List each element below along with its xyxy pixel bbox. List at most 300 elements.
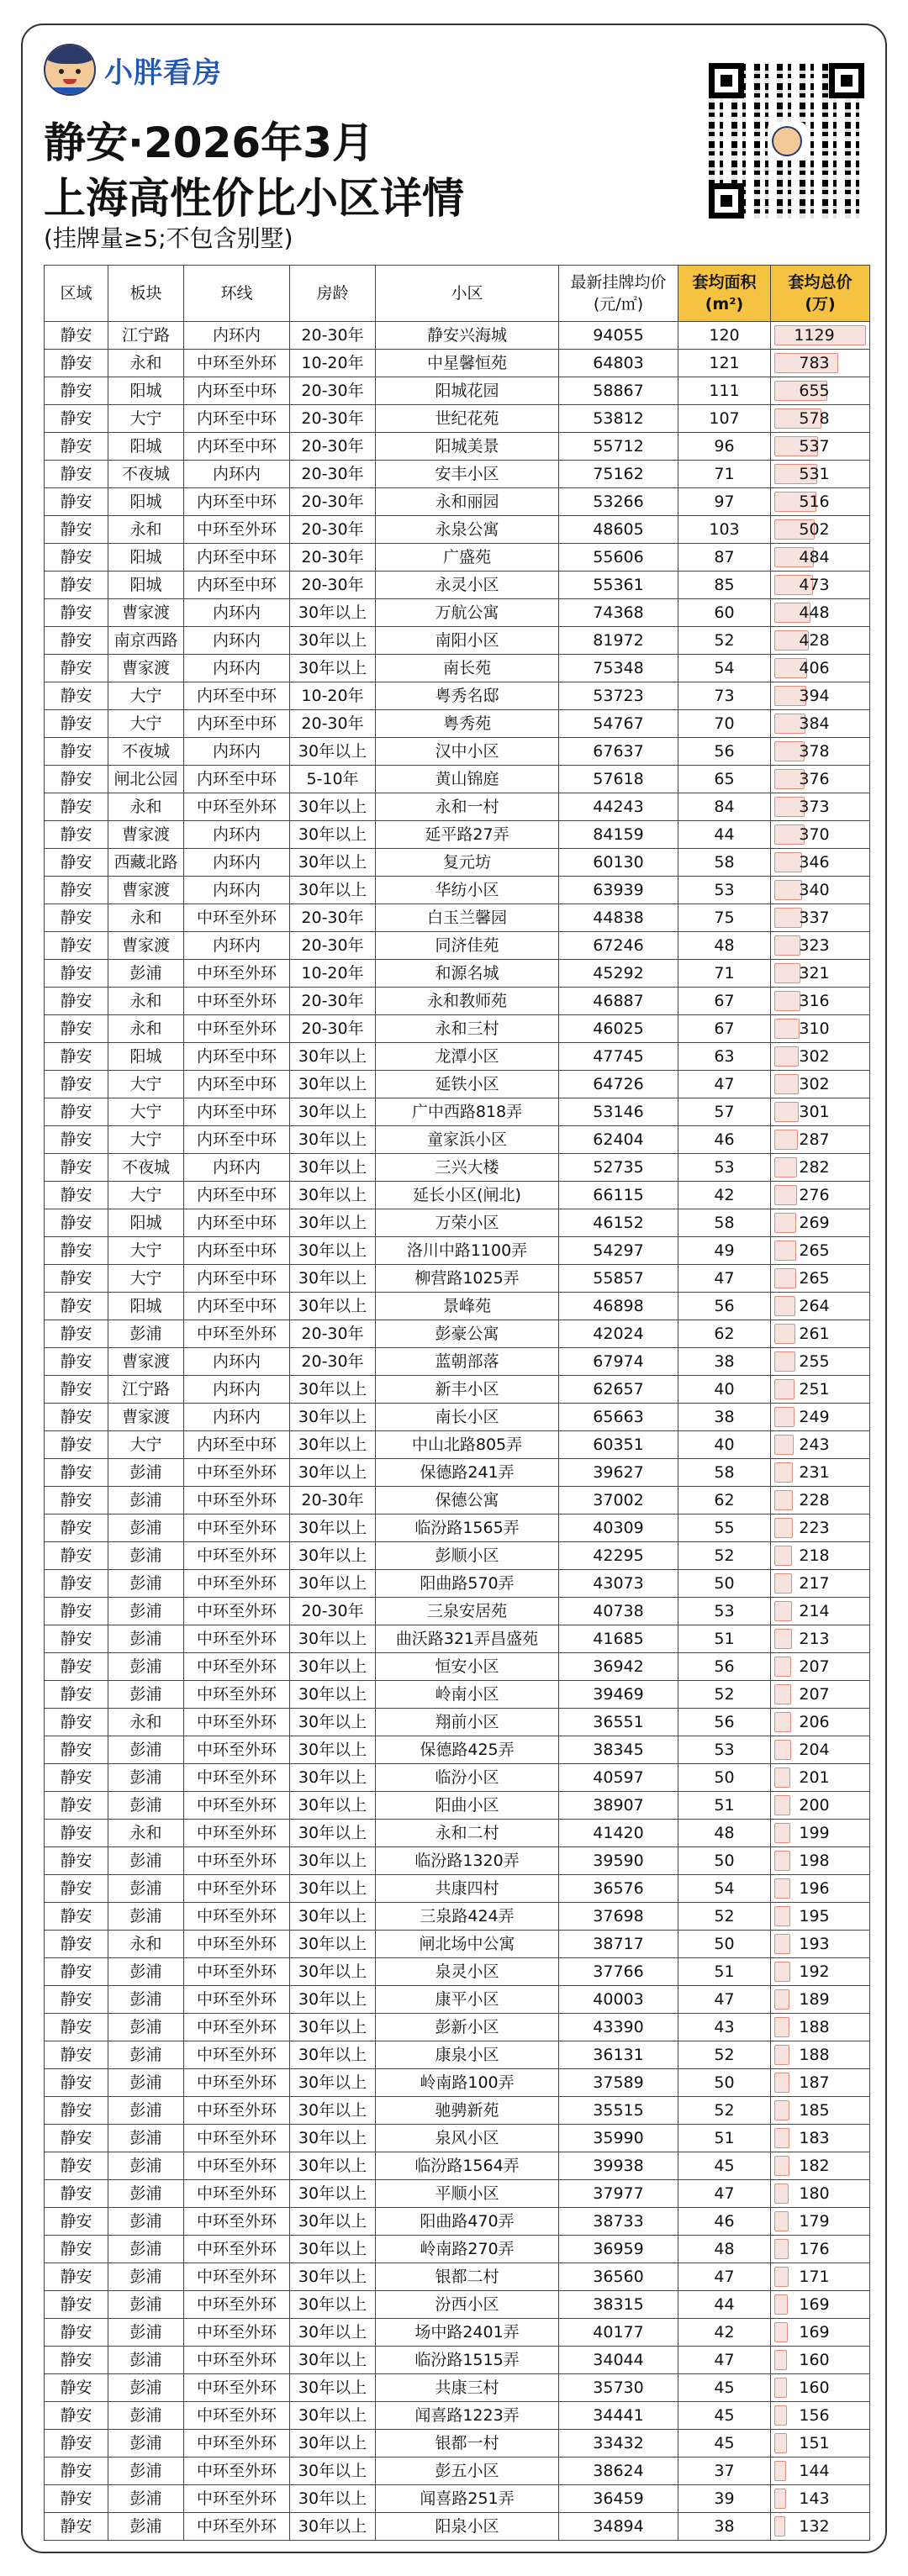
cell-area: 静安 [45, 2014, 108, 2041]
cell-avg-price: 47745 [559, 1043, 678, 1071]
cell-block: 彭浦 [108, 2374, 184, 2402]
total-price-bar [774, 1102, 799, 1122]
cell-avg-total [771, 1126, 870, 1154]
cell-block: 彭浦 [108, 1320, 184, 1348]
cell-avg-total [771, 1293, 870, 1320]
cell-avg-price: 75348 [559, 655, 678, 682]
cell-ring: 内环内 [184, 1404, 290, 1431]
total-price-value: 207 [799, 1657, 830, 1676]
cell-avg-area: 52 [678, 1542, 771, 1570]
cell-community: 南长小区 [376, 1404, 559, 1431]
cell-area: 静安 [45, 1293, 108, 1320]
total-price-value: 223 [799, 1519, 830, 1537]
total-price-value: 196 [799, 1879, 830, 1898]
cell-area: 静安 [45, 2457, 108, 2485]
cell-avg-price: 40738 [559, 1598, 678, 1625]
cell-avg-price: 64726 [559, 1071, 678, 1098]
table-row [45, 1709, 870, 1736]
total-price-bar [774, 2433, 787, 2453]
cell-area: 静安 [45, 932, 108, 960]
cell-community: 岭南路100弄 [376, 2069, 559, 2097]
cell-community: 延平路27弄 [376, 821, 559, 849]
cell-avg-total [771, 2069, 870, 2097]
cell-block: 江宁路 [108, 322, 184, 350]
cell-ring: 内环至中环 [184, 377, 290, 405]
cell-avg-area: 87 [678, 544, 771, 572]
cell-ring: 内环至中环 [184, 1265, 290, 1293]
cell-ring: 内环至中环 [184, 1182, 290, 1209]
cell-area: 静安 [45, 1931, 108, 1958]
table-row [45, 377, 870, 405]
cell-avg-area: 38 [678, 2513, 771, 2541]
cell-avg-price: 37698 [559, 1903, 678, 1931]
cell-avg-area: 50 [678, 1847, 771, 1875]
cell-ring: 内环至中环 [184, 1431, 290, 1459]
cell-avg-total [771, 2014, 870, 2041]
cell-ring: 中环至外环 [184, 793, 290, 821]
total-price-bar [774, 2184, 789, 2204]
total-price-bar [774, 1823, 790, 1843]
cell-avg-price: 36551 [559, 1709, 678, 1736]
cell-avg-total [771, 932, 870, 960]
cell-ring: 中环至外环 [184, 2152, 290, 2180]
total-price-bar [774, 1934, 790, 1954]
cell-avg-area: 54 [678, 1875, 771, 1903]
cell-community: 三泉安居苑 [376, 1598, 559, 1625]
cell-avg-total [771, 766, 870, 793]
cell-community: 临汾路1565弄 [376, 1515, 559, 1542]
cell-area: 静安 [45, 1709, 108, 1736]
cell-ring: 中环至外环 [184, 2513, 290, 2541]
cell-avg-area: 42 [678, 2319, 771, 2347]
total-price-bar [774, 1074, 799, 1094]
cell-avg-price: 36959 [559, 2236, 678, 2263]
cell-ring: 中环至外环 [184, 2097, 290, 2125]
cell-community: 保德公寓 [376, 1487, 559, 1515]
table-row [45, 2041, 870, 2069]
cell-avg-area: 120 [678, 322, 771, 350]
cell-avg-total [771, 1598, 870, 1625]
cell-block: 永和 [108, 1931, 184, 1958]
cell-avg-total [771, 1681, 870, 1709]
total-price-bar [774, 1629, 792, 1649]
cell-community: 闻喜路1223弄 [376, 2402, 559, 2430]
table-row [45, 1320, 870, 1348]
total-price-bar [774, 1795, 790, 1815]
cell-area: 静安 [45, 350, 108, 377]
table-row [45, 988, 870, 1015]
cell-community: 泉灵小区 [376, 1958, 559, 1986]
total-price-bar [774, 1601, 792, 1621]
cell-avg-price: 53266 [559, 488, 678, 516]
cell-area: 静安 [45, 1820, 108, 1847]
cell-avg-area: 67 [678, 1015, 771, 1043]
cell-age: 20-30年 [290, 544, 376, 572]
cell-age: 20-30年 [290, 1487, 376, 1515]
total-price-bar [774, 1878, 790, 1899]
cell-block: 大宁 [108, 1431, 184, 1459]
cell-avg-price: 84159 [559, 821, 678, 849]
cell-age: 30年以上 [290, 1736, 376, 1764]
cell-community: 汾西小区 [376, 2291, 559, 2319]
cell-ring: 中环至外环 [184, 1820, 290, 1847]
total-price-bar [774, 1324, 795, 1344]
header-avg-area: 套均面积 (m²) [678, 266, 771, 322]
total-price-value: 207 [799, 1685, 830, 1704]
total-price-value: 406 [799, 659, 830, 677]
cell-avg-total [771, 2208, 870, 2236]
table-row [45, 2291, 870, 2319]
cell-avg-price: 38345 [559, 1736, 678, 1764]
total-price-value: 282 [799, 1158, 830, 1177]
cell-block: 彭浦 [108, 2041, 184, 2069]
cell-area: 静安 [45, 1598, 108, 1625]
cell-age: 30年以上 [290, 1209, 376, 1237]
cell-area: 静安 [45, 2430, 108, 2457]
total-price-value: 217 [799, 1574, 830, 1593]
cell-community: 万荣小区 [376, 1209, 559, 1237]
cell-community: 临汾路1564弄 [376, 2152, 559, 2180]
cell-age: 20-30年 [290, 1598, 376, 1625]
cell-age: 20-30年 [290, 1348, 376, 1376]
total-price-value: 199 [799, 1824, 830, 1842]
cell-ring: 内环至中环 [184, 1237, 290, 1265]
cell-area: 静安 [45, 1736, 108, 1764]
cell-block: 彭浦 [108, 1764, 184, 1792]
cell-avg-price: 60351 [559, 1431, 678, 1459]
cell-age: 20-30年 [290, 433, 376, 461]
cell-age: 20-30年 [290, 488, 376, 516]
cell-area: 静安 [45, 2069, 108, 2097]
table-row [45, 1015, 870, 1043]
cell-community: 保德路241弄 [376, 1459, 559, 1487]
cell-block: 彭浦 [108, 1736, 184, 1764]
cell-area: 静安 [45, 627, 108, 655]
total-price-value: 516 [799, 493, 830, 511]
table-row [45, 1903, 870, 1931]
total-price-value: 484 [799, 548, 830, 566]
cell-avg-area: 58 [678, 1459, 771, 1487]
table-row [45, 1681, 870, 1709]
cell-block: 永和 [108, 350, 184, 377]
cell-age: 5-10年 [290, 766, 376, 793]
cell-block: 彭浦 [108, 1847, 184, 1875]
cell-avg-price: 75162 [559, 461, 678, 488]
cell-block: 永和 [108, 1015, 184, 1043]
cell-age: 30年以上 [290, 2180, 376, 2208]
table-row [45, 1875, 870, 1903]
total-price-value: 373 [799, 798, 830, 816]
cell-age: 10-20年 [290, 350, 376, 377]
cell-area: 静安 [45, 793, 108, 821]
table-row [45, 2402, 870, 2430]
cell-avg-price: 38907 [559, 1792, 678, 1820]
total-price-bar [774, 2073, 789, 2093]
cell-block: 彭浦 [108, 2097, 184, 2125]
cell-block: 永和 [108, 1709, 184, 1736]
cell-block: 彭浦 [108, 1875, 184, 1903]
cell-area: 静安 [45, 1764, 108, 1792]
cell-age: 30年以上 [290, 2041, 376, 2069]
cell-avg-area: 75 [678, 904, 771, 932]
cell-avg-total [771, 627, 870, 655]
cell-avg-price: 62404 [559, 1126, 678, 1154]
cell-avg-area: 45 [678, 2430, 771, 2457]
cell-age: 30年以上 [290, 627, 376, 655]
cell-avg-price: 40177 [559, 2319, 678, 2347]
cell-avg-area: 53 [678, 877, 771, 904]
cell-block: 彭浦 [108, 2125, 184, 2152]
cell-avg-total [771, 2152, 870, 2180]
cell-avg-price: 65663 [559, 1404, 678, 1431]
cell-area: 静安 [45, 1903, 108, 1931]
cell-area: 静安 [45, 960, 108, 988]
cell-community: 临汾路1320弄 [376, 1847, 559, 1875]
cell-ring: 内环内 [184, 599, 290, 627]
cell-area: 静安 [45, 655, 108, 682]
table-row [45, 2097, 870, 2125]
table-row [45, 904, 870, 932]
cell-area: 静安 [45, 904, 108, 932]
total-price-value: 189 [799, 1990, 830, 2009]
cell-area: 静安 [45, 405, 108, 433]
cell-avg-area: 103 [678, 516, 771, 544]
cell-avg-total [771, 516, 870, 544]
total-price-value: 195 [799, 1907, 830, 1925]
cell-community: 粤秀名邸 [376, 682, 559, 710]
header-age: 房龄 [290, 266, 376, 322]
cell-avg-price: 39469 [559, 1681, 678, 1709]
total-price-bar [774, 2045, 789, 2065]
cell-community: 新丰小区 [376, 1376, 559, 1404]
cell-block: 永和 [108, 1820, 184, 1847]
total-price-bar [774, 1490, 793, 1510]
total-price-value: 228 [799, 1491, 830, 1509]
cell-ring: 内环至中环 [184, 405, 290, 433]
cell-community: 阳城花园 [376, 377, 559, 405]
cell-ring: 中环至外环 [184, 2041, 290, 2069]
cell-avg-total [771, 1847, 870, 1875]
table-row [45, 1126, 870, 1154]
cell-age: 20-30年 [290, 322, 376, 350]
total-price-bar [774, 2378, 787, 2398]
cell-ring: 中环至外环 [184, 1681, 290, 1709]
cell-avg-price: 44243 [559, 793, 678, 821]
cell-avg-area: 73 [678, 682, 771, 710]
cell-avg-area: 49 [678, 1237, 771, 1265]
cell-avg-total [771, 2319, 870, 2347]
cell-avg-area: 51 [678, 1625, 771, 1653]
cell-avg-price: 33432 [559, 2430, 678, 2457]
cell-area: 静安 [45, 1237, 108, 1265]
cell-block: 不夜城 [108, 738, 184, 766]
cell-ring: 中环至外环 [184, 1570, 290, 1598]
table-row [45, 2263, 870, 2291]
total-price-value: 265 [799, 1241, 830, 1260]
total-price-value: 578 [799, 409, 830, 428]
cell-block: 大宁 [108, 1237, 184, 1265]
total-price-value: 176 [799, 2240, 830, 2258]
cell-avg-total [771, 2180, 870, 2208]
table-row [45, 2236, 870, 2263]
total-price-bar [774, 1268, 796, 1288]
cell-avg-area: 43 [678, 2014, 771, 2041]
table-row [45, 1764, 870, 1792]
total-price-bar [774, 1740, 791, 1760]
cell-community: 岭南路270弄 [376, 2236, 559, 2263]
cell-age: 30年以上 [290, 738, 376, 766]
cell-community: 场中路2401弄 [376, 2319, 559, 2347]
cell-age: 30年以上 [290, 1931, 376, 1958]
cell-community: 临汾路1515弄 [376, 2347, 559, 2374]
cell-area: 静安 [45, 2236, 108, 2263]
cell-avg-area: 48 [678, 932, 771, 960]
cell-ring: 内环至中环 [184, 433, 290, 461]
total-price-bar [774, 2267, 789, 2287]
cell-avg-area: 63 [678, 1043, 771, 1071]
cell-avg-price: 55361 [559, 572, 678, 599]
cell-community: 南阳小区 [376, 627, 559, 655]
total-price-value: 302 [799, 1047, 830, 1066]
cell-ring: 中环至外环 [184, 2236, 290, 2263]
cell-community: 临汾小区 [376, 1764, 559, 1792]
cell-ring: 内环至中环 [184, 682, 290, 710]
cell-ring: 内环至中环 [184, 572, 290, 599]
cell-area: 静安 [45, 1515, 108, 1542]
total-price-value: 182 [799, 2157, 830, 2175]
cell-avg-total [771, 1875, 870, 1903]
cell-ring: 中环至外环 [184, 2208, 290, 2236]
cell-avg-total [771, 2236, 870, 2263]
cell-avg-total [771, 1404, 870, 1431]
cell-avg-area: 107 [678, 405, 771, 433]
header-avg-price: 最新挂牌均价 (元/㎡) [559, 266, 678, 322]
cell-area: 静安 [45, 1098, 108, 1126]
cell-community: 曲沃路321弄昌盛苑 [376, 1625, 559, 1653]
table-row [45, 2513, 870, 2541]
cell-area: 静安 [45, 2485, 108, 2513]
cell-area: 静安 [45, 322, 108, 350]
cell-avg-area: 38 [678, 1348, 771, 1376]
cell-block: 不夜城 [108, 1154, 184, 1182]
cell-avg-price: 40597 [559, 1764, 678, 1792]
total-price-value: 143 [799, 2489, 830, 2508]
cell-block: 彭浦 [108, 1515, 184, 1542]
cell-avg-area: 56 [678, 1293, 771, 1320]
cell-avg-price: 36459 [559, 2485, 678, 2513]
cell-community: 康泉小区 [376, 2041, 559, 2069]
cell-age: 20-30年 [290, 377, 376, 405]
total-price-bar [774, 1435, 794, 1455]
cell-age: 30年以上 [290, 1182, 376, 1209]
cell-ring: 内环至中环 [184, 710, 290, 738]
cell-avg-total [771, 1792, 870, 1820]
cell-block: 西藏北路 [108, 849, 184, 877]
table-row [45, 2374, 870, 2402]
cell-community: 闻喜路251弄 [376, 2485, 559, 2513]
cell-area: 静安 [45, 2347, 108, 2374]
cell-age: 30年以上 [290, 1986, 376, 2014]
cell-age: 30年以上 [290, 2430, 376, 2457]
cell-avg-total [771, 405, 870, 433]
cell-age: 30年以上 [290, 1875, 376, 1903]
cell-ring: 内环至中环 [184, 766, 290, 793]
cell-age: 30年以上 [290, 2457, 376, 2485]
cell-avg-total [771, 682, 870, 710]
total-price-value: 151 [799, 2434, 830, 2452]
total-price-value: 265 [799, 1269, 830, 1288]
cell-avg-area: 40 [678, 1376, 771, 1404]
cell-avg-price: 38717 [559, 1931, 678, 1958]
cell-avg-total [771, 461, 870, 488]
cell-community: 翔前小区 [376, 1709, 559, 1736]
cell-block: 彭浦 [108, 2291, 184, 2319]
cell-ring: 内环内 [184, 1154, 290, 1182]
cell-block: 永和 [108, 793, 184, 821]
cell-avg-price: 35730 [559, 2374, 678, 2402]
cell-ring: 内环内 [184, 461, 290, 488]
cell-avg-area: 50 [678, 1931, 771, 1958]
cell-ring: 中环至外环 [184, 2180, 290, 2208]
cell-block: 彭浦 [108, 2402, 184, 2430]
table-row [45, 1237, 870, 1265]
cell-avg-price: 46152 [559, 1209, 678, 1237]
cell-area: 静安 [45, 1681, 108, 1709]
cell-avg-price: 52735 [559, 1154, 678, 1182]
cell-avg-area: 47 [678, 2347, 771, 2374]
cell-avg-area: 47 [678, 2263, 771, 2291]
cell-avg-area: 37 [678, 2457, 771, 2485]
cell-community: 延长小区(闸北) [376, 1182, 559, 1209]
cell-ring: 内环至中环 [184, 544, 290, 572]
cell-avg-area: 50 [678, 1570, 771, 1598]
total-price-value: 249 [799, 1408, 830, 1426]
cell-avg-area: 50 [678, 2069, 771, 2097]
table-row [45, 1293, 870, 1320]
cell-block: 闸北公园 [108, 766, 184, 793]
cell-block: 曹家渡 [108, 1404, 184, 1431]
cell-community: 阳曲路570弄 [376, 1570, 559, 1598]
cell-ring: 中环至外环 [184, 2069, 290, 2097]
total-price-value: 337 [799, 909, 830, 927]
cell-block: 阳城 [108, 572, 184, 599]
table-row [45, 1404, 870, 1431]
cell-community: 和源名城 [376, 960, 559, 988]
total-price-value: 198 [799, 1852, 830, 1870]
cell-community: 汉中小区 [376, 738, 559, 766]
total-price-value: 1129 [794, 326, 835, 345]
page-subtitle-title: 上海高性价比小区详情 [44, 174, 464, 223]
total-price-bar [774, 1213, 796, 1233]
cell-age: 30年以上 [290, 1126, 376, 1154]
cell-avg-total [771, 544, 870, 572]
cell-avg-price: 74368 [559, 599, 678, 627]
total-price-value: 301 [799, 1103, 830, 1121]
cell-avg-total [771, 2402, 870, 2430]
total-price-value: 376 [799, 770, 830, 788]
total-price-bar [774, 1379, 794, 1399]
cell-avg-area: 39 [678, 2485, 771, 2513]
total-price-value: 428 [799, 631, 830, 650]
cell-avg-area: 52 [678, 1903, 771, 1931]
total-price-value: 200 [799, 1796, 830, 1815]
cell-community: 恒安小区 [376, 1653, 559, 1681]
table-row [45, 1376, 870, 1404]
cell-avg-total [771, 1265, 870, 1293]
cell-ring: 中环至外环 [184, 2430, 290, 2457]
cell-avg-price: 58867 [559, 377, 678, 405]
total-price-value: 255 [799, 1352, 830, 1371]
